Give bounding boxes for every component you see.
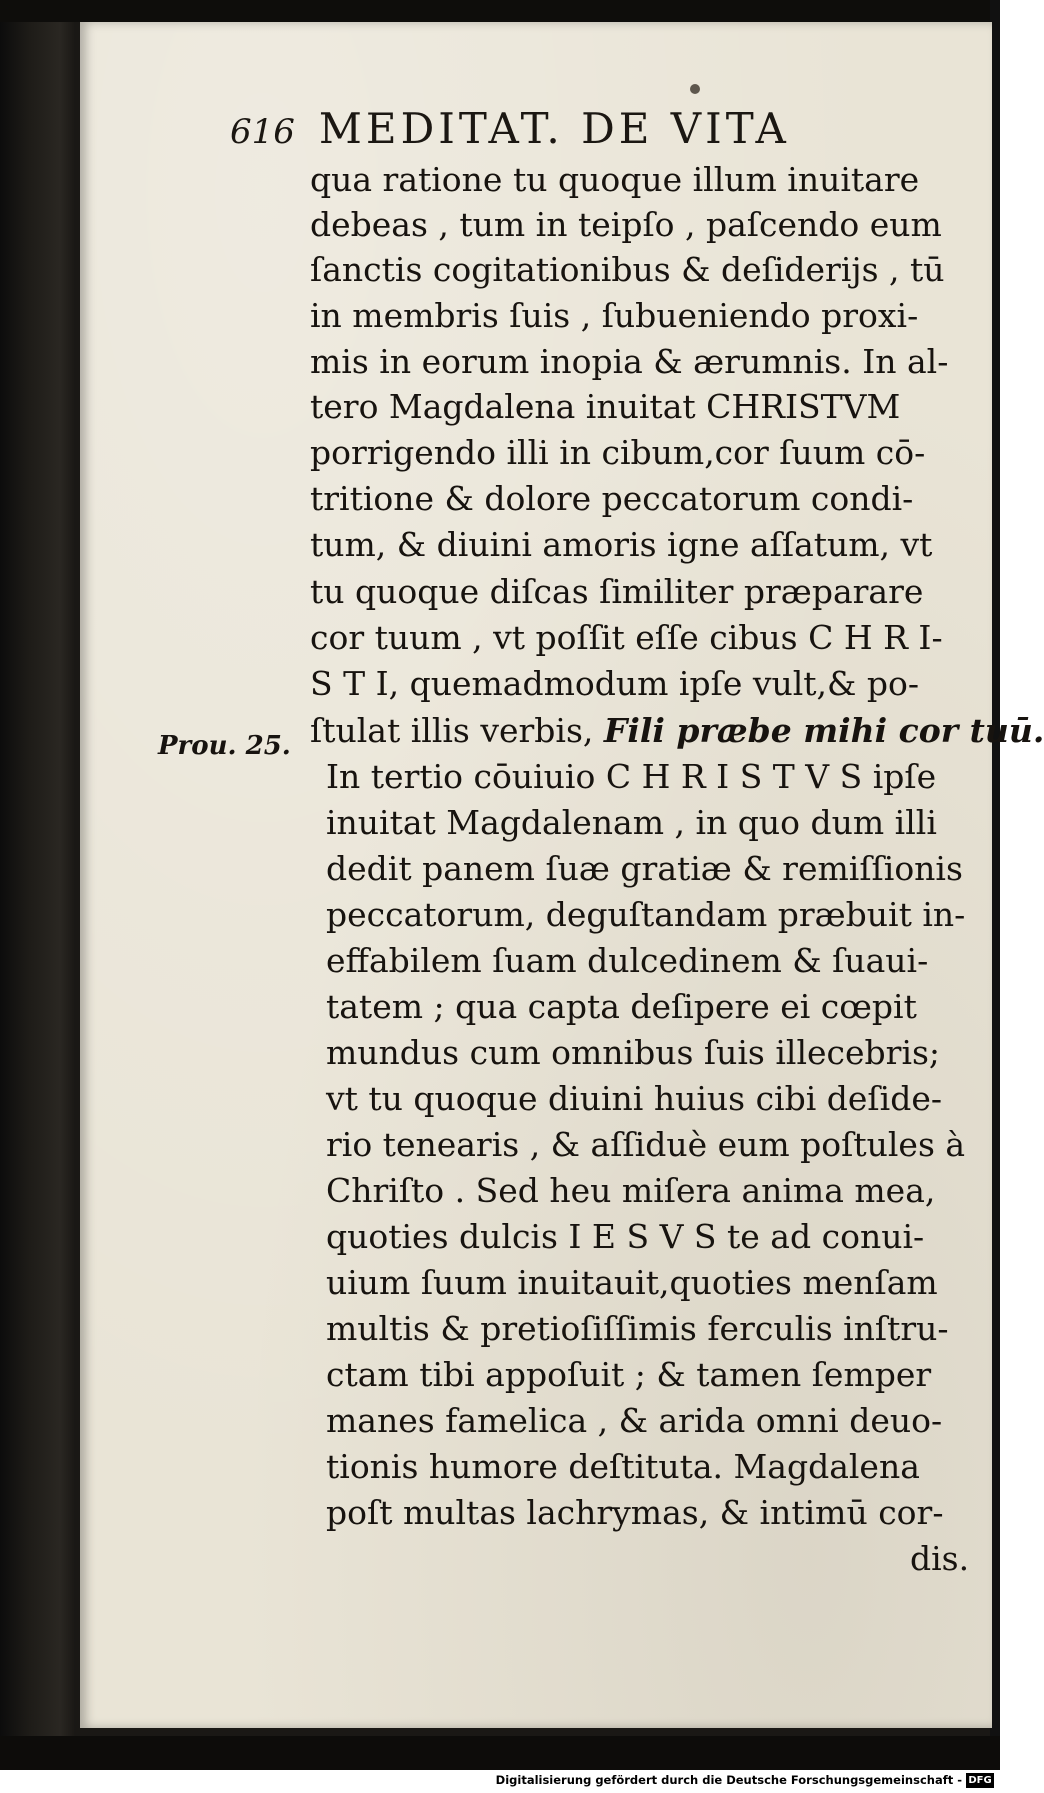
text-line: In tertio cōuiuio C H R I S T V S ipſe (326, 757, 937, 796)
text-line: cor tuum , vt poſſit eſſe cibus C H R I- (310, 618, 943, 657)
text-line: ſanctis cogitationibus & deſiderijs , tū (310, 250, 945, 289)
text-line: porrigendo illi in cibum,cor ſuum cō- (310, 433, 926, 472)
text-line: rio tenearis , & aſſiduè eum poſtules à (326, 1125, 966, 1164)
text-line: debeas , tum in teipſo , paſcendo eum (310, 205, 942, 244)
text-line: manes famelica , & arida omni deuo- (326, 1401, 943, 1440)
scan-top-edge (0, 0, 1000, 22)
text-line: dedit panem ſuæ gratiæ & remiſſionis (326, 849, 963, 888)
digitization-credit: Digitalisierung gefördert durch die Deutsche Forschungsgemeinschaft - (495, 1773, 962, 1787)
text-line: multis & pretioſiſſimis ferculis inſtru- (326, 1309, 949, 1348)
running-head: MEDITAT. DE VITA (318, 104, 790, 153)
page-header (230, 104, 930, 164)
text-line: in membris ſuis , ſubueniendo proxi- (310, 296, 919, 335)
ink-speck (690, 84, 700, 94)
scripture-quote: Fili præbe mihi cor tuū. (603, 711, 1044, 750)
text-line: tu quoque diſcas ſimiliter præparare (310, 572, 924, 611)
text-line: peccatorum, deguſtandam præbuit in- (326, 895, 966, 934)
text-line: mis in eorum inopia & ærumnis. In al- (310, 342, 949, 381)
text-line: tritione & dolore peccatorum condi- (310, 479, 914, 518)
text-line: tum, & diuini amoris igne aſſatum, vt (310, 525, 933, 564)
margin-note: Prou. 25. (158, 731, 291, 761)
text-line: mundus cum omnibus ſuis illecebris; (326, 1033, 941, 1072)
text-line: uium ſuum inuitauit,quoties menſam (326, 1263, 938, 1302)
text-line-with-quote (310, 709, 1044, 755)
text-line: quoties dulcis I E S V S te ad conui- (326, 1217, 925, 1256)
text-line: tatem ; qua capta deſipere ei cœpit (326, 987, 917, 1026)
text-line: effabilem ſuam dulcedinem & ſuaui- (326, 941, 929, 980)
page-number: 616 (230, 112, 295, 152)
text-line: Chriſto . Sed heu miſera anima mea, (326, 1171, 936, 1210)
text-line: tero Magdalena inuitat CHRISTVM (310, 387, 901, 426)
text-line: qua ratione tu quoque illum inuitare (310, 160, 920, 199)
line-text: ſtulat illis verbis, (310, 711, 594, 750)
footer-bar (0, 1770, 1000, 1793)
text-line: tionis humore deſtituta. Magdalena (326, 1447, 920, 1486)
scan-bottom-edge (0, 1736, 1000, 1770)
catchword: dis. (910, 1539, 970, 1578)
text-line: S T I, quemadmodum ipſe vult,& po- (310, 664, 920, 703)
text-line: inuitat Magdalenam , in quo dum illi (326, 803, 937, 842)
dfg-logo: DFG (966, 1773, 994, 1788)
text-line: poſt multas lachrymas, & intimū cor- (326, 1493, 944, 1532)
text-line: ctam tibi appoſuit ; & tamen ſemper (326, 1355, 932, 1394)
text-line: vt tu quoque diuini huius cibi deſide- (326, 1079, 942, 1118)
